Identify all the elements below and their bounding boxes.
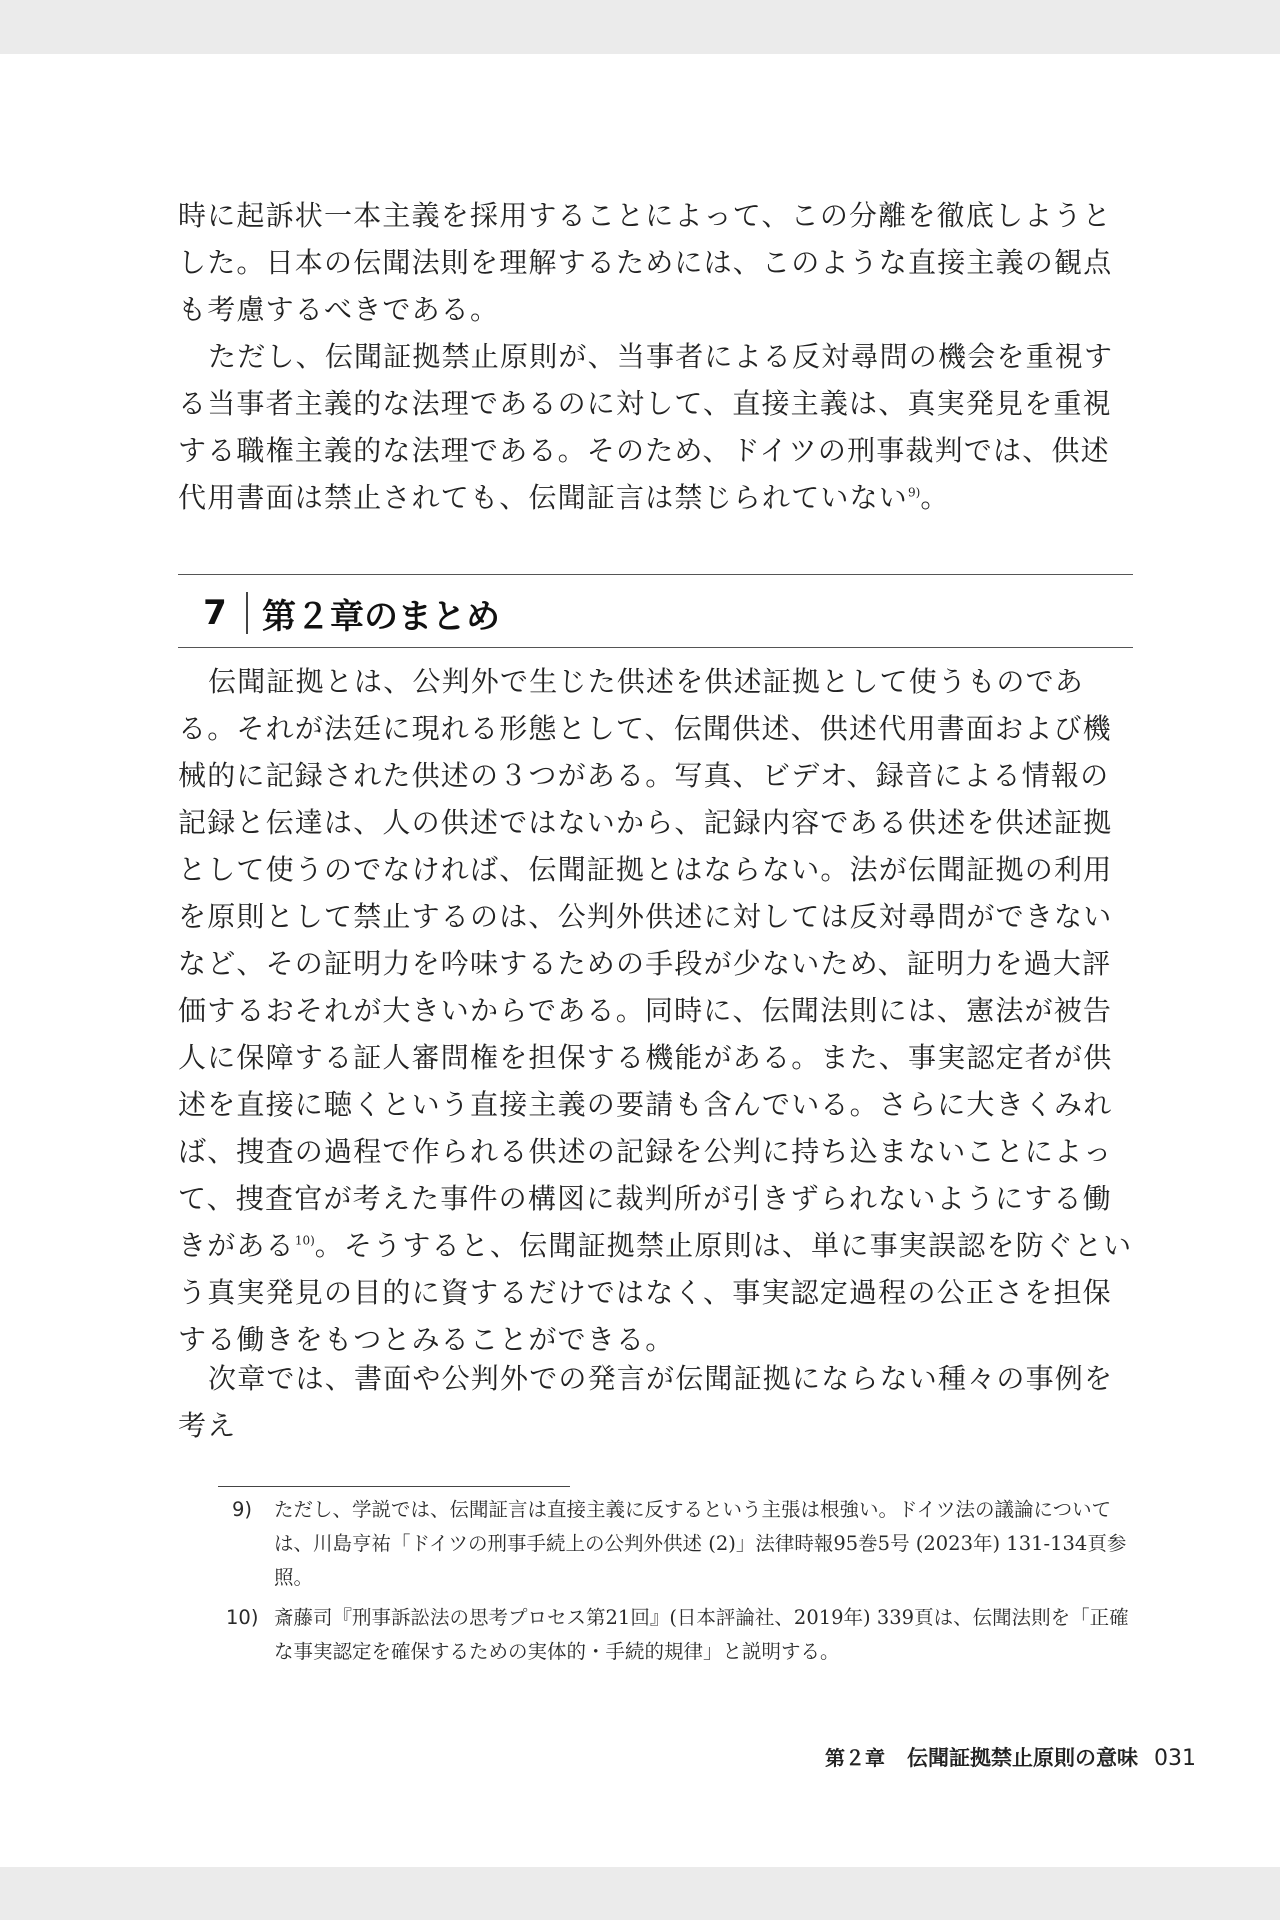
footnote-number: 10) <box>226 1606 259 1629</box>
page-number: 031 <box>1154 1746 1196 1771</box>
summary-body <box>178 658 1133 1363</box>
section-title: 第２章のまとめ <box>262 596 500 637</box>
paragraph-2-end: 。 <box>920 481 950 514</box>
footnote-10 <box>218 1601 1133 1669</box>
paragraph-2 <box>178 333 1133 521</box>
bottom-margin-band <box>0 1867 1280 1920</box>
paragraph-2-text: ただし、伝聞証拠禁止原則が、当事者による反対尋問の機会を重視する当事者主義的な法理であるのに対して、直接主義は、真実発見を重視する職権主義的な法理である。そのため、ドイツの刑事裁判では、供述代用書面は禁止されても、伝聞証言は禁じられていない <box>178 340 1114 514</box>
footnote-ref-10: 10) <box>294 1233 315 1248</box>
body-text-top <box>178 192 1133 521</box>
footnote-rule <box>218 1486 570 1487</box>
footnote-ref-9: 9) <box>908 485 921 500</box>
footnote-text: 斎藤司『刑事訴訟法の思考プロセス第21回』(日本評論社、2019年) 339頁は、伝聞法則を「正確な事実認定を確保するための実体的・手続的規律」と説明する。 <box>274 1606 1129 1663</box>
footnotes <box>218 1493 1133 1669</box>
section-rule-bottom <box>178 647 1133 648</box>
paragraph-1: 時に起訴状一本主義を採用することによって、この分離を徹底しようとした。日本の伝聞法則を理解するためには、このような直接主義の観点も考慮するべきである。 <box>178 199 1113 326</box>
section-number: 7 <box>203 593 227 633</box>
footnote-text: ただし、学説では、伝聞証言は直接主義に反するという主張は根強い。ドイツ法の議論については、川島亨祐「ドイツの刑事手続上の公判外供述 (2)」法律時報95巻5号 (2023年) 131-134頁参照。 <box>274 1498 1127 1589</box>
footnote-number: 9) <box>232 1498 253 1521</box>
summary-text-b: 。そうすると、伝聞証拠禁止原則は、単に事実誤認を防ぐという真実発見の目的に資するだけではなく、事実認定過程の公正さを担保する働きをもつとみることができる。 <box>178 1229 1133 1356</box>
footer-chapter: 第２章 <box>825 1746 885 1770</box>
summary-text-a: 伝聞証拠とは、公判外で生じた供述を供述証拠として使うものである。それが法廷に現れる形態として、伝聞供述、供述代用書面および機械的に記録された供述の３つがある。写真、ビデオ、録音による情報の記録と伝達は、人の供述ではないから、記録内容である供述を供述証拠として使うのでなければ、伝聞証拠とはならない。法が伝聞証拠の利用を原則として禁止するのは、公判外供述に対しては反対尋問ができないなど、その証明力を吟味するための手段が少ないため、証明力を過大評価するおそれが大きいからである。同時に、伝聞法則には、憲法が被告人に保障する証人審問権を担保する機能がある。また、事実認定者が供述を直接に聴くという直接主義の要請も含んでいる。さらに大きくみれば、捜査の過程で作られる供述の記録を公判に持ち込まないことによって、捜査官が考えた事件の構図に裁判所が引きずられないようにする働きがある <box>178 665 1113 1262</box>
top-margin-band <box>0 0 1280 54</box>
footer-chapter-title: 伝聞証拠禁止原則の意味 <box>907 1746 1138 1770</box>
next-chapter-block <box>178 1355 1133 1449</box>
summary-paragraph <box>178 658 1133 1363</box>
footnote-9 <box>218 1493 1133 1595</box>
next-chapter-paragraph: 次章では、書面や公判外での発言が伝聞証拠にならない種々の事例を考え <box>178 1362 1114 1442</box>
section-divider <box>246 592 248 634</box>
section-rule-top <box>178 574 1133 575</box>
running-footer <box>825 1742 1196 1772</box>
section-heading <box>200 588 500 638</box>
